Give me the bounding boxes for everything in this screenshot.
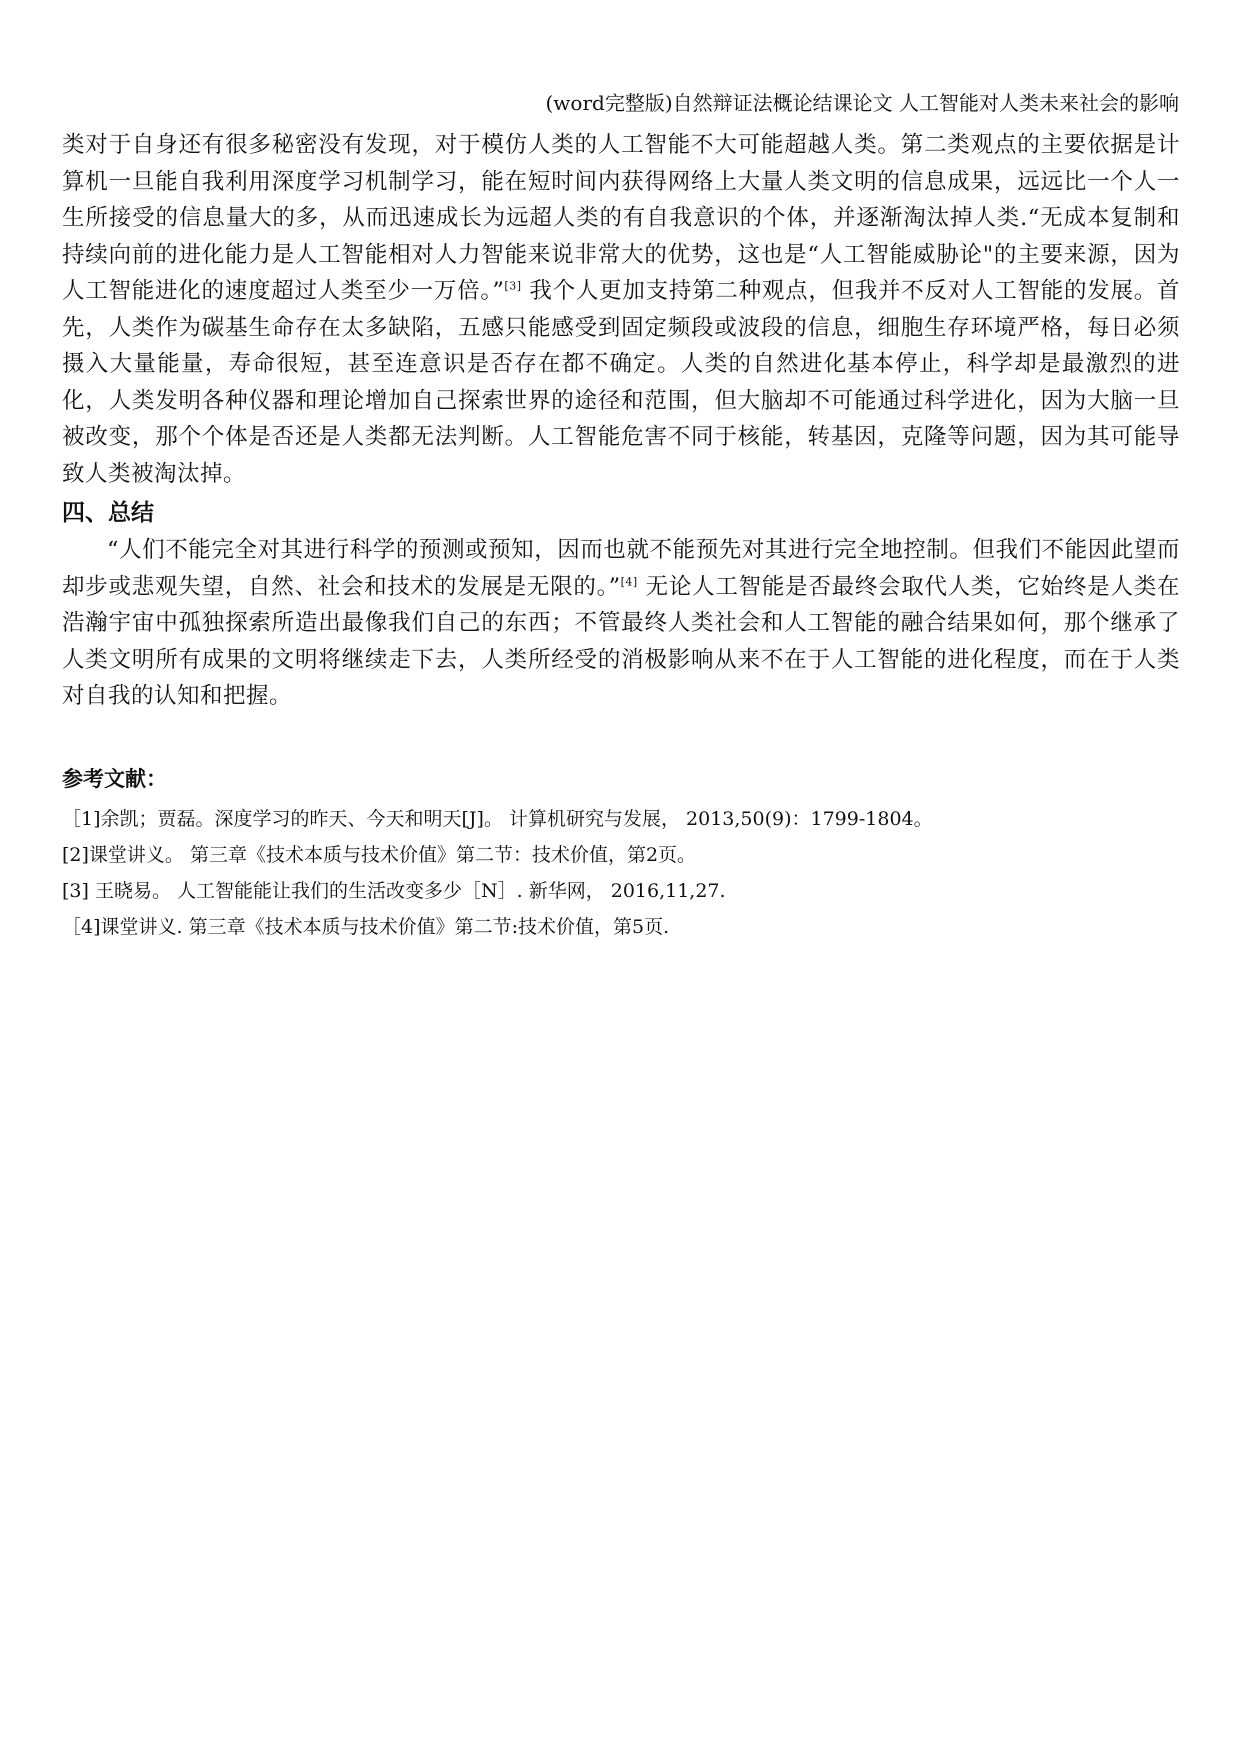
reference-list [62, 801, 1180, 945]
body-paragraph [62, 127, 1180, 492]
paragraph-text: “人们不能完全对其进行科学的预测或预知，因而也就不能预先对其进行完全地控制。但我们不能因此望而却步或悲观失望，自然、社会和技术的发展是无限的。” [62, 537, 1180, 600]
reference-item: ［4]课堂讲义. 第三章《技术本质与技术价值》第二节:技术价值，第5页. [62, 915, 670, 938]
citation-marker: [4] [620, 575, 638, 588]
document-body [62, 127, 1180, 945]
conclusion-paragraph [62, 532, 1180, 715]
section-heading: 四、总结 [62, 500, 154, 526]
references-heading: 参考文献： [62, 766, 167, 791]
citation-marker: [3] [504, 279, 522, 293]
running-header: (word完整版)自然辩证法概论结课论文 人工智能对人类未来社会的影响 [545, 91, 1179, 115]
paragraph-text: 类对于自身还有很多秘密没有发现，对于模仿人类的人工智能不大可能超越人类。第二类观点的主要依据是计算机一旦能自我利用深度学习机制学习，能在短时间内获得网络上大量人类文明的信息成果，远远比一个人一生所接受的信息量大的多，从而迅速成长为远超人类的有自我意识的个体，并逐渐淘汰掉人类.“无成本复制和持续向前的进化能力是人工智能相对人力智能来说非常大的优势，这也是“人工智能威胁论"的主要来源，因为人工智能进化的速度超过人类至少一万倍。” [62, 132, 1180, 304]
paragraph-text: 无论人工智能是否最终会取代人类，它始终是人类在浩瀚宇宙中孤独探索所造出最像我们自己的东西；不管最终人类社会和人工智能的融合结果如何，那个继承了人类文明所有成果的文明将继续走下去，人类所经受的消极影响从来不在于人工智能的进化程度，而在于人类对自我的认知和把握。 [62, 573, 1180, 709]
reference-item: ［1]余凯；贾磊。深度学习的昨天、今天和明天[J]。 计算机研究与发展， 2013,50(9)：1799-1804。 [62, 807, 933, 830]
reference-item: [2]课堂讲义。 第三章《技术本质与技术价值》第二节：技术价值，第2页。 [62, 843, 697, 866]
paragraph-text: 我个人更加支持第二种观点，但我并不反对人工智能的发展。首先，人类作为碳基生命存在太多缺陷，五感只能感受到固定频段或波段的信息，细胞生存环境严格，每日必须摄入大量能量，寿命很短，甚至连意识是否存在都不确定。人类的自然进化基本停止，科学却是最激烈的进化，人类发明各种仪器和理论增加自己探索世界的途径和范围，但大脑却不可能通过科学进化，因为大脑一旦被改变，那个个体是否还是人类都无法判断。人工智能危害不同于核能，转基因，克隆等问题，因为其可能导致人类被淘汰掉。 [62, 278, 1180, 487]
reference-item: [3] 王晓易。 人工智能能让我们的生活改变多少［N］. 新华网， 2016,11,27. [62, 879, 726, 902]
